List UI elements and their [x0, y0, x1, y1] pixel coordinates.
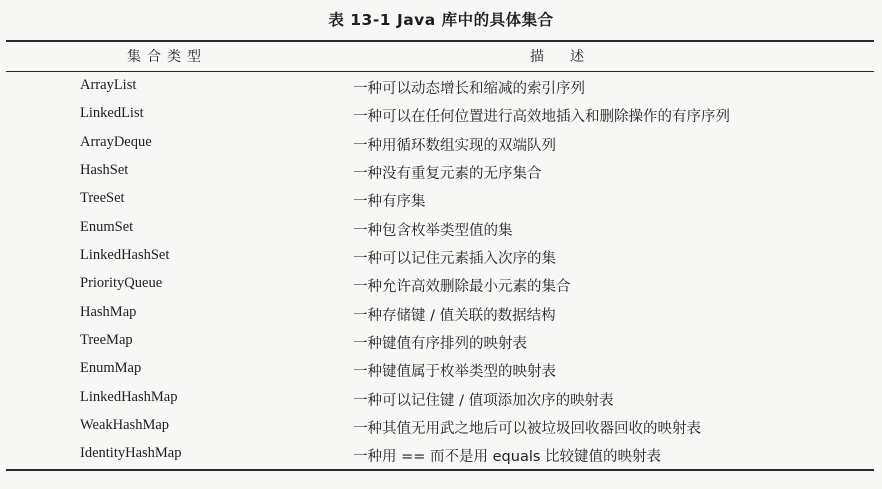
collection-description-cell: 一种键值有序排列的映射表	[353, 336, 527, 353]
collection-description-cell: 一种可以在任何位置进行高效地插入和删除操作的有序序列	[353, 109, 730, 126]
column-header-type: 集合类型	[127, 49, 207, 65]
collection-description-cell: 一种其值无用武之地后可以被垃圾回收器回收的映射表	[353, 421, 701, 438]
table-row	[0, 185, 882, 213]
collection-type-cell: HashSet	[80, 162, 129, 179]
table-bottom-rule	[6, 469, 874, 471]
table-caption: 表 13-1 Java 库中的具体集合	[328, 11, 554, 29]
collection-type-cell: HashMap	[80, 303, 137, 320]
table-row	[0, 242, 882, 270]
collection-type-cell: LinkedHashMap	[80, 388, 178, 405]
collection-description-cell: 一种可以记住键 / 值项添加次序的映射表	[353, 392, 614, 409]
table-row	[0, 299, 882, 327]
collection-description-cell: 一种用循环数组实现的双端队列	[353, 137, 556, 154]
collection-description-cell: 一种可以动态增长和缩减的索引序列	[353, 81, 585, 97]
column-header-description: 描述	[530, 49, 610, 65]
table-row	[0, 440, 882, 468]
table-row	[0, 270, 882, 298]
table-row	[0, 327, 882, 355]
table-row	[0, 355, 882, 383]
table-row	[0, 157, 882, 185]
table-body	[0, 72, 882, 469]
collection-description-cell: 一种允许高效删除最小元素的集合	[353, 279, 571, 296]
collection-description-cell: 一种键值属于枚举类型的映射表	[353, 364, 556, 381]
table-row	[0, 412, 882, 440]
collection-type-cell: LinkedList	[80, 105, 144, 122]
table-row	[0, 72, 882, 100]
collection-type-cell: IdentityHashMap	[80, 445, 182, 462]
collection-type-cell: TreeMap	[80, 332, 133, 349]
collection-description-cell: 一种用 == 而不是用 equals 比较键值的映射表	[353, 449, 662, 466]
collection-type-cell: LinkedHashSet	[80, 247, 170, 264]
collection-description-cell: 一种包含枚举类型值的集	[353, 222, 513, 239]
collection-type-cell: PriorityQueue	[80, 275, 163, 292]
collection-type-cell: ArrayDeque	[80, 133, 152, 150]
collection-type-cell: EnumMap	[80, 360, 142, 377]
collection-type-cell: WeakHashMap	[80, 417, 170, 434]
collection-description-cell: 一种没有重复元素的无序集合	[353, 166, 542, 183]
collection-description-cell: 一种可以记住元素插入次序的集	[353, 251, 556, 268]
collection-type-cell: TreeSet	[80, 190, 125, 207]
collection-type-cell: ArrayList	[80, 77, 137, 93]
collection-description-cell: 一种存储键 / 值关联的数据结构	[353, 307, 556, 324]
table-row	[0, 384, 882, 412]
table-row	[0, 129, 882, 157]
collection-type-cell: EnumSet	[80, 218, 134, 235]
collection-description-cell: 一种有序集	[353, 194, 426, 211]
table-row	[0, 214, 882, 242]
table-row	[0, 100, 882, 128]
table-top-rule	[6, 40, 874, 42]
